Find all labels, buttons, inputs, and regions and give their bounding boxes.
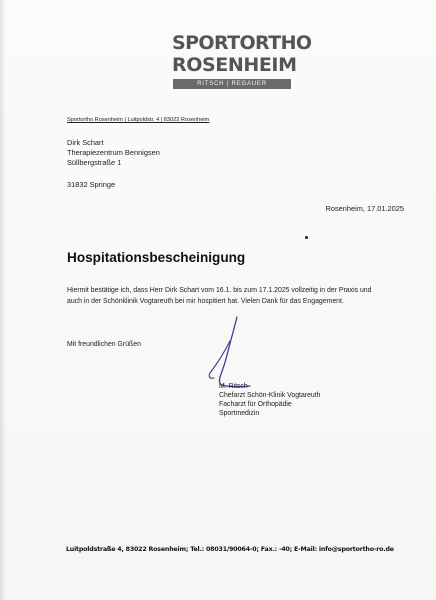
logo-line-2: ROSENHEIM [172,54,297,76]
logo-tagline: RITSCH | REGAUER [173,79,291,89]
recipient-name: Dirk Schart [67,138,104,147]
recipient-city: 31832 Springe [67,180,116,189]
page-edge-shadow [0,0,6,600]
signer-role-2: Facharzt für Orthopädie [219,401,292,408]
document-title: Hospitationsbescheinigung [67,250,246,265]
scan-speck [305,236,308,239]
footer-contact: Luitpoldstraße 4, 83022 Rosenheim; Tel.: 08031/90064-0; Fax.: -40; E-Mail: info@sportortho-ro.de [66,546,394,553]
date-line: Rosenheim, 17.01.2025 [325,204,404,213]
logo-line-1: SPORTORTHO [172,32,312,54]
body-line-2: auch in der Schönklinik Vogtareuth bei mir hospitiert hat. Vielen Dank für das Engagement. [67,297,344,305]
signer-name: M. Ritsch [219,383,248,390]
recipient-address [67,138,160,190]
body-paragraph [67,286,407,307]
recipient-organization: Therapiezentrum Bennigsen [67,148,160,157]
signer-role-1: Chefarzt Schön-Klinik Vogtareuth [219,392,321,399]
recipient-street: Süllbergstraße 1 [67,158,122,167]
return-address: Sportortho Rosenheim | Luitpoldstr. 4 | 83022 Rosenheim [67,117,210,123]
signer-role-3: Sportmedizin [219,410,260,417]
signer-block [219,382,321,418]
letterhead-logo [172,32,312,89]
closing-greeting: Mit freundlichen Grüßen [67,341,141,348]
body-line-1: Hiermit bestätige ich, dass Herr Dirk Schart vom 16.1. bis zum 17.1.2025 vollzeitig in der Praxis und [67,287,372,294]
